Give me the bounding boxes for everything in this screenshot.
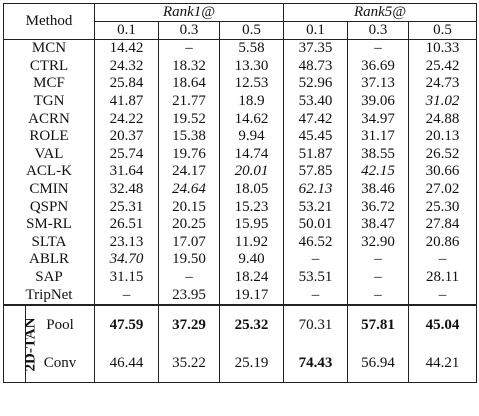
method-cell: SM-RL	[4, 216, 95, 234]
value-cell: 25.31	[109, 198, 144, 215]
value-cell: 37.29	[159, 305, 220, 345]
value-cell: 24.88	[409, 110, 477, 128]
threshold-header: 0.5	[220, 22, 284, 40]
method-cell: Pool	[26, 305, 95, 345]
value-cell: –	[122, 286, 131, 303]
table-row	[4, 58, 477, 76]
value-cell: 5.58	[220, 40, 284, 58]
value-cell: 24.73	[409, 75, 477, 93]
value-cell: 19.76	[159, 146, 220, 164]
threshold-header: 0.3	[159, 22, 220, 40]
value-cell: 51.87	[298, 145, 333, 162]
value-cell: 38.55	[348, 146, 409, 164]
method-cell: MCF	[4, 75, 95, 93]
value-cell: 18.9	[220, 93, 284, 111]
value-cell: 18.24	[220, 269, 284, 287]
method-cell: TripNet	[4, 286, 95, 305]
table-row	[4, 345, 477, 383]
method-cell: CTRL	[4, 58, 95, 76]
value-cell: 32.90	[348, 234, 409, 252]
value-cell: 46.44	[109, 355, 144, 372]
value-cell: 37.13	[348, 75, 409, 93]
value-cell: 23.95	[159, 286, 220, 305]
value-cell: 45.45	[298, 128, 333, 145]
value-cell: 53.51	[298, 269, 333, 286]
value-cell: 14.42	[95, 40, 159, 58]
method-cell: ACRN	[4, 110, 95, 128]
method-cell: VAL	[4, 146, 95, 164]
value-cell: 20.13	[409, 128, 477, 146]
value-cell: 47.42	[298, 110, 333, 127]
value-cell: 19.50	[159, 251, 220, 269]
value-cell: 15.38	[159, 128, 220, 146]
value-cell: –	[409, 251, 477, 269]
value-cell: 25.84	[109, 75, 144, 92]
tan-rows	[4, 305, 477, 383]
value-cell: 37.35	[284, 40, 348, 58]
value-cell: 52.96	[298, 75, 333, 92]
value-cell: 36.72	[348, 198, 409, 216]
value-cell: –	[311, 251, 320, 268]
value-cell: 15.95	[220, 216, 284, 234]
value-cell: 31.15	[109, 269, 144, 286]
table-row	[4, 181, 477, 199]
value-cell: 46.52	[298, 233, 333, 250]
table-row	[4, 234, 477, 252]
value-cell: 38.46	[348, 181, 409, 199]
table-row	[4, 286, 477, 305]
table-row	[4, 163, 477, 181]
value-cell: 9.94	[220, 128, 284, 146]
value-cell: 12.53	[220, 75, 284, 93]
value-cell: 10.33	[409, 40, 477, 58]
value-cell: 17.07	[159, 234, 220, 252]
value-cell: –	[311, 286, 320, 303]
method-cell: QSPN	[4, 198, 95, 216]
group-header-rank5: Rank5@	[353, 4, 407, 20]
threshold-header: 0.3	[348, 22, 409, 40]
threshold-header: 0.1	[284, 22, 348, 40]
method-cell: Conv	[26, 345, 95, 383]
value-cell: 74.43	[298, 355, 333, 372]
value-cell: 26.51	[109, 216, 144, 233]
value-cell: 31.17	[348, 128, 409, 146]
value-cell: 31.02	[409, 93, 477, 111]
value-cell: 13.30	[220, 58, 284, 76]
table-row	[4, 305, 477, 345]
value-cell: 14.74	[220, 146, 284, 164]
method-cell: CMIN	[4, 181, 95, 199]
value-cell: 32.48	[109, 181, 144, 198]
method-cell: TGN	[4, 93, 95, 111]
value-cell: 24.17	[159, 163, 220, 181]
value-cell: 21.77	[159, 93, 220, 111]
tan-group-label-cell	[4, 305, 39, 383]
value-cell: 35.22	[159, 345, 220, 383]
table-row	[4, 110, 477, 128]
table-row	[4, 198, 477, 216]
value-cell: 20.37	[109, 128, 144, 145]
value-cell: –	[348, 286, 409, 305]
value-cell: –	[409, 286, 477, 305]
value-cell: 27.84	[409, 216, 477, 234]
value-cell: 20.01	[220, 163, 284, 181]
value-cell: 41.87	[109, 93, 144, 110]
value-cell: 45.04	[409, 305, 477, 345]
value-cell: 48.73	[298, 57, 333, 74]
value-cell: 47.59	[95, 305, 159, 345]
threshold-header: 0.5	[409, 22, 477, 40]
table-row	[4, 216, 477, 234]
value-cell: 34.70	[109, 251, 144, 268]
value-cell: 36.69	[348, 58, 409, 76]
results-table	[3, 3, 477, 383]
value-cell: 70.31	[284, 305, 348, 345]
table-row	[4, 251, 477, 269]
value-cell: 9.40	[220, 251, 284, 269]
value-cell: 25.74	[109, 145, 144, 162]
method-header: Method	[4, 4, 95, 40]
value-cell: 24.32	[109, 57, 144, 74]
value-cell: 34.97	[348, 110, 409, 128]
value-cell: 25.19	[220, 345, 284, 383]
method-cell: ACL-K	[4, 163, 95, 181]
value-cell: 19.52	[159, 110, 220, 128]
value-cell: 39.06	[348, 93, 409, 111]
value-cell: 20.15	[159, 198, 220, 216]
method-cell: MCN	[4, 40, 95, 58]
value-cell: –	[348, 40, 409, 58]
value-cell: 11.92	[220, 234, 284, 252]
value-cell: 14.62	[220, 110, 284, 128]
tan-group-label: 2D-TAN	[22, 317, 39, 372]
value-cell: 15.23	[220, 198, 284, 216]
value-cell: 19.17	[220, 286, 284, 305]
value-cell: 26.52	[409, 146, 477, 164]
table-row	[4, 93, 477, 111]
method-cell: ABLR	[4, 251, 95, 269]
value-cell: 23.13	[109, 233, 144, 250]
value-cell: 30.66	[409, 163, 477, 181]
value-cell: 20.25	[159, 216, 220, 234]
value-cell: 53.40	[298, 93, 333, 110]
method-cell: ROLE	[4, 128, 95, 146]
table-row	[4, 75, 477, 93]
value-cell: –	[348, 251, 409, 269]
value-cell: 18.32	[159, 58, 220, 76]
table-row	[4, 269, 477, 287]
value-cell: 53.21	[298, 198, 333, 215]
value-cell: –	[159, 40, 220, 58]
value-cell: 28.11	[409, 269, 477, 287]
method-cell: SLTA	[4, 234, 95, 252]
value-cell: 31.64	[109, 163, 144, 180]
value-cell: 42.15	[348, 163, 409, 181]
value-cell: 18.64	[159, 75, 220, 93]
value-cell: 50.01	[298, 216, 333, 233]
value-cell: 18.05	[220, 181, 284, 199]
group-header-rank1: Rank1@	[95, 4, 284, 22]
value-cell: 25.32	[220, 305, 284, 345]
value-cell: 20.86	[409, 234, 477, 252]
table-row	[4, 128, 477, 146]
value-cell: 56.94	[348, 345, 409, 383]
value-cell: 27.02	[409, 181, 477, 199]
value-cell: 24.22	[109, 110, 144, 127]
value-cell: 25.42	[409, 58, 477, 76]
threshold-header: 0.1	[95, 22, 159, 40]
value-cell: 44.21	[409, 345, 477, 383]
value-cell: 24.64	[159, 181, 220, 199]
value-cell: 25.30	[409, 198, 477, 216]
value-cell: 57.85	[298, 163, 333, 180]
value-cell: –	[348, 269, 409, 287]
value-cell: 57.81	[348, 305, 409, 345]
value-cell: 62.13	[298, 181, 333, 198]
header-row-groups	[4, 4, 477, 22]
value-cell: 38.47	[348, 216, 409, 234]
table-row	[4, 146, 477, 164]
table-row	[4, 40, 477, 58]
value-cell: –	[159, 269, 220, 287]
method-cell: SAP	[4, 269, 95, 287]
baseline-rows	[4, 40, 477, 305]
